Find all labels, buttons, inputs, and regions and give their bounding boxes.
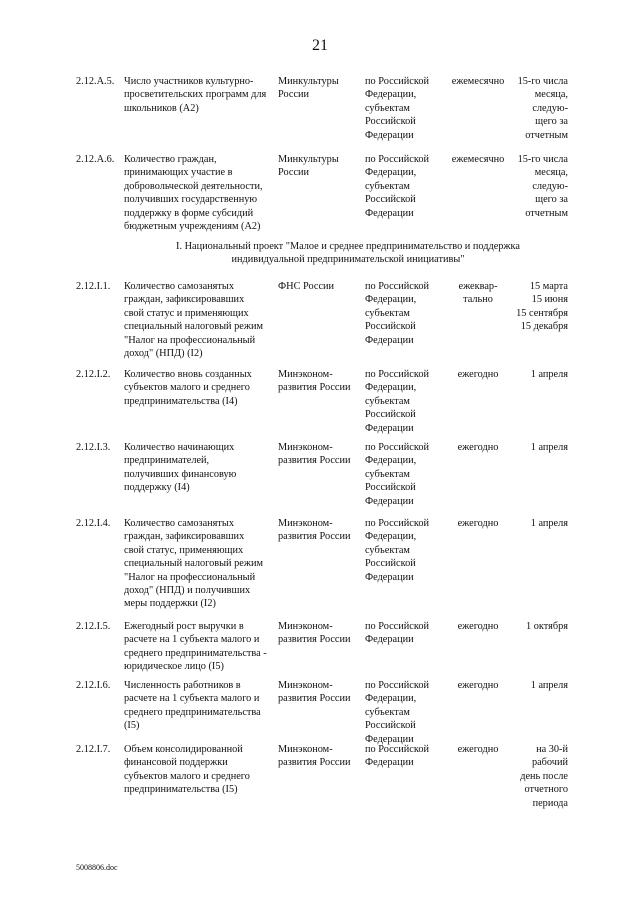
reporting-date-line: щего за [535, 116, 568, 128]
row-number-text: 2.12.I.7. [76, 744, 111, 755]
indicator-name-line: свой статус и применяющих [124, 307, 249, 319]
responsible-agency-line: развития России [278, 693, 351, 705]
responsible-agency-line: Минэконом- [278, 680, 333, 691]
row-number [76, 620, 120, 633]
row-number-text: 2.12.I.4. [76, 518, 111, 529]
aggregation-level-line: Федерации [365, 334, 414, 346]
aggregation-level-line: Российской [365, 116, 416, 128]
responsible-agency-line: России [278, 89, 310, 101]
indicator-name-line: среднего предпринимательства [124, 706, 261, 718]
aggregation-level-line: Федерации, [365, 382, 417, 394]
reporting-frequency [448, 441, 508, 454]
responsible-agency [278, 280, 360, 293]
section-title-line: I. Национальный проект "Малое и среднее предпринимательство и поддержка [176, 241, 520, 252]
indicator-name-line: просветительских программ для [124, 89, 267, 101]
reporting-frequency-line: ежегодно [457, 518, 499, 529]
indicator-name-line: получивших государственную [124, 194, 258, 206]
reporting-date-line: 15-го числа [517, 76, 568, 87]
aggregation-level-line: по Российской [365, 369, 429, 380]
reporting-date-line: 15 сентября [516, 307, 568, 319]
responsible-agency [278, 517, 360, 544]
reporting-date-line: 15-го числа [517, 154, 568, 165]
indicator-name-line: специальный налоговый режим [124, 558, 263, 570]
indicator-name-line: меры поддержки (I2) [124, 598, 216, 610]
indicator-name-line: граждан, зафиксировавших [124, 531, 245, 543]
responsible-agency-line: развития России [278, 455, 351, 467]
row-number [76, 368, 120, 381]
indicator-name-line: (I5) [124, 720, 140, 732]
aggregation-level-line: субъектам [365, 544, 410, 556]
indicator-name-line: поддержку в форме субсидий [124, 207, 254, 219]
indicator-name-line: расчете на 1 субъекта малого и [124, 634, 260, 646]
reporting-date-line: рабочий [531, 757, 568, 769]
aggregation-level-line: субъектам [365, 395, 410, 407]
indicator-name-line: бюджетным учреждениям (А2) [124, 221, 261, 233]
indicator-name-line: получивших финансовую [124, 468, 237, 480]
indicator-name-line: Количество самозанятых [124, 281, 234, 292]
responsible-agency-line: России [278, 167, 310, 179]
reporting-date [506, 441, 568, 454]
aggregation-level-line: Российской [365, 720, 416, 732]
indicator-name-line: доход" (НПД) и получивших [124, 585, 251, 597]
indicator-name-line: свой статус, применяющих [124, 544, 244, 556]
indicator-name [124, 620, 272, 674]
row-number-text: 2.12.I.3. [76, 442, 111, 453]
reporting-frequency-line: ежегодно [457, 369, 499, 380]
row-number [76, 75, 120, 88]
aggregation-level-line: Федерации, [365, 294, 417, 306]
section-title [118, 240, 578, 267]
responsible-agency-line: Минэконом- [278, 518, 333, 529]
aggregation-level-line: по Российской [365, 621, 429, 632]
reporting-date [506, 679, 568, 692]
responsible-agency [278, 620, 360, 647]
aggregation-level-line: по Российской [365, 76, 429, 87]
indicator-name-line: "Налог на профессиональный [124, 334, 256, 346]
reporting-date [506, 517, 568, 530]
reporting-frequency-line: ежегодно [457, 744, 499, 755]
reporting-date-line: 15 декабря [520, 321, 568, 333]
reporting-frequency-line: ежеквар- [458, 281, 498, 292]
aggregation-level-line: субъектам [365, 706, 410, 718]
aggregation-level-line: по Российской [365, 154, 429, 165]
responsible-agency [278, 743, 360, 770]
aggregation-level-line: по Российской [365, 744, 429, 755]
reporting-date-line: 1 октября [526, 621, 568, 632]
reporting-frequency [448, 75, 508, 88]
aggregation-level [365, 368, 445, 435]
indicator-name-line: Число участников культурно- [124, 76, 254, 87]
row-number [76, 441, 120, 454]
reporting-frequency-line: ежемесячно [451, 76, 505, 87]
indicator-name [124, 743, 272, 797]
reporting-date [506, 368, 568, 381]
indicator-name-line: Количество начинающих [124, 442, 235, 453]
responsible-agency [278, 153, 360, 180]
reporting-date-line: отчетным [525, 207, 568, 219]
indicator-name-line: граждан, зафиксировавших [124, 294, 245, 306]
aggregation-level-line: Российской [365, 194, 416, 206]
aggregation-level [365, 75, 445, 142]
responsible-agency-line: развития России [278, 757, 351, 769]
reporting-date [506, 280, 568, 334]
indicator-name-line: Численность работников в [124, 680, 241, 691]
row-number-text: 2.12.А.5. [76, 76, 115, 87]
reporting-frequency [448, 368, 508, 381]
indicator-name-line: субъектов малого и среднего [124, 382, 250, 394]
indicator-name-line: субъектов малого и среднего [124, 770, 250, 782]
row-number-text: 2.12.I.2. [76, 369, 111, 380]
row-number [76, 153, 120, 166]
responsible-agency-line: Минэконом- [278, 369, 333, 380]
indicator-name [124, 280, 272, 360]
reporting-date [506, 620, 568, 633]
aggregation-level [365, 620, 445, 647]
indicator-name-line: школьников (А2) [124, 102, 199, 114]
responsible-agency [278, 368, 360, 395]
indicator-name [124, 441, 272, 495]
reporting-frequency [448, 517, 508, 530]
responsible-agency-line: Минкультуры [278, 76, 339, 87]
aggregation-level-line: Федерации [365, 129, 414, 141]
reporting-frequency-line: ежегодно [457, 680, 499, 691]
aggregation-level-line: Федерации [365, 422, 414, 434]
indicator-name-line: доход" (НПД) (I2) [124, 348, 203, 360]
reporting-frequency-line: ежемесячно [451, 154, 505, 165]
aggregation-level-line: по Российской [365, 442, 429, 453]
indicator-name-line: среднего предпринимательства - [124, 647, 267, 659]
reporting-date [506, 743, 568, 810]
responsible-agency [278, 75, 360, 102]
aggregation-level [365, 517, 445, 584]
reporting-date-line: 1 апреля [530, 680, 568, 691]
reporting-frequency-line: ежегодно [457, 442, 499, 453]
indicator-name-line: поддержку (I4) [124, 482, 190, 494]
indicator-name-line: юридическое лицо (I5) [124, 661, 224, 673]
reporting-date-line: день после [520, 770, 568, 782]
responsible-agency [278, 441, 360, 468]
aggregation-level [365, 153, 445, 220]
reporting-date [506, 153, 568, 220]
indicator-name-line: "Налог на профессиональный [124, 571, 256, 583]
responsible-agency-line: развития России [278, 634, 351, 646]
section-title-line: индивидуальной предпринимательской инициативы" [231, 254, 465, 266]
aggregation-level-line: Российской [365, 558, 416, 570]
aggregation-level-line: по Российской [365, 680, 429, 691]
row-number [76, 743, 120, 756]
aggregation-level-line: субъектам [365, 468, 410, 480]
row-number-text: 2.12.I.5. [76, 621, 111, 632]
aggregation-level-line: Федерации [365, 757, 414, 769]
aggregation-level-line: субъектам [365, 180, 410, 192]
indicator-name-line: добровольческой деятельности, [124, 180, 263, 192]
aggregation-level [365, 743, 445, 770]
indicator-name-line: Количество вновь созданных [124, 369, 252, 380]
reporting-date-line: на 30-й [536, 744, 568, 755]
row-number-text: 2.12.I.6. [76, 680, 111, 691]
aggregation-level-line: по Российской [365, 518, 429, 529]
row-number-text: 2.12.А.6. [76, 154, 115, 165]
indicator-name [124, 517, 272, 611]
indicator-name-line: специальный налоговый режим [124, 321, 263, 333]
indicator-name-line: предпринимательства (I5) [124, 784, 238, 796]
responsible-agency-line: Минэконом- [278, 621, 333, 632]
reporting-date-line: 15 июня [531, 294, 568, 306]
responsible-agency-line: развития России [278, 382, 351, 394]
reporting-frequency-line: тально [463, 294, 493, 306]
aggregation-level-line: Федерации [365, 571, 414, 583]
indicator-name [124, 368, 272, 408]
aggregation-level-line: субъектам [365, 102, 410, 114]
reporting-frequency [448, 280, 508, 307]
reporting-date-line: 1 апреля [530, 442, 568, 453]
responsible-agency-line: Минэконом- [278, 442, 333, 453]
indicator-name-line: Количество граждан, [124, 154, 217, 165]
reporting-date-line: следую- [532, 180, 568, 192]
responsible-agency-line: ФНС России [278, 281, 335, 292]
indicator-name-line: Количество самозанятых [124, 518, 234, 529]
reporting-frequency-line: ежегодно [457, 621, 499, 632]
reporting-date-line: 1 апреля [530, 369, 568, 380]
aggregation-level-line: Федерации [365, 207, 414, 219]
aggregation-level-line: субъектам [365, 307, 410, 319]
reporting-frequency [448, 743, 508, 756]
reporting-date-line: месяца, [534, 89, 568, 101]
responsible-agency-line: развития России [278, 531, 351, 543]
responsible-agency-line: Минкультуры [278, 154, 339, 165]
indicator-name [124, 75, 272, 115]
indicator-name-line: предпринимателей, [124, 455, 210, 467]
aggregation-level-line: Федерации, [365, 531, 417, 543]
indicator-name-line: расчете на 1 субъекта малого и [124, 693, 260, 705]
responsible-agency-line: Минэконом- [278, 744, 333, 755]
indicator-name-line: финансовой поддержки [124, 757, 228, 769]
reporting-frequency [448, 679, 508, 692]
row-number [76, 517, 120, 530]
indicator-name-line: принимающих участие в [124, 167, 233, 179]
aggregation-level [365, 679, 445, 746]
aggregation-level-line: Федерации, [365, 455, 417, 467]
row-number-text: 2.12.I.1. [76, 281, 111, 292]
page-number: 21 [312, 37, 328, 54]
reporting-date [506, 75, 568, 142]
reporting-date-line: месяца, [534, 167, 568, 179]
reporting-frequency [448, 153, 508, 166]
aggregation-level [365, 441, 445, 508]
document-filename: 5008806.doc [76, 863, 118, 872]
indicator-name [124, 679, 272, 733]
aggregation-level-line: Федерации [365, 733, 414, 745]
indicator-name [124, 153, 272, 233]
indicator-name-line: Объем консолидированной [124, 744, 243, 755]
aggregation-level-line: по Российской [365, 281, 429, 292]
reporting-date-line: щего за [535, 194, 568, 206]
reporting-date-line: следую- [532, 102, 568, 114]
indicator-name-line: Ежегодный рост выручки в [124, 621, 244, 632]
reporting-frequency [448, 620, 508, 633]
reporting-date-line: 1 апреля [530, 518, 568, 529]
reporting-date-line: отчетного [524, 784, 568, 796]
aggregation-level-line: Федерации [365, 495, 414, 507]
responsible-agency [278, 679, 360, 706]
row-number [76, 679, 120, 692]
aggregation-level-line: Федерации, [365, 89, 417, 101]
aggregation-level [365, 280, 445, 347]
reporting-date-line: отчетным [525, 129, 568, 141]
aggregation-level-line: Федерации, [365, 693, 417, 705]
row-number [76, 280, 120, 293]
aggregation-level-line: Федерации [365, 634, 414, 646]
aggregation-level-line: Федерации, [365, 167, 417, 179]
indicator-name-line: предпринимательства (I4) [124, 395, 238, 407]
aggregation-level-line: Российской [365, 482, 416, 494]
reporting-date-line: 15 марта [529, 281, 568, 292]
reporting-date-line: периода [532, 797, 568, 809]
aggregation-level-line: Российской [365, 321, 416, 333]
aggregation-level-line: Российской [365, 409, 416, 421]
